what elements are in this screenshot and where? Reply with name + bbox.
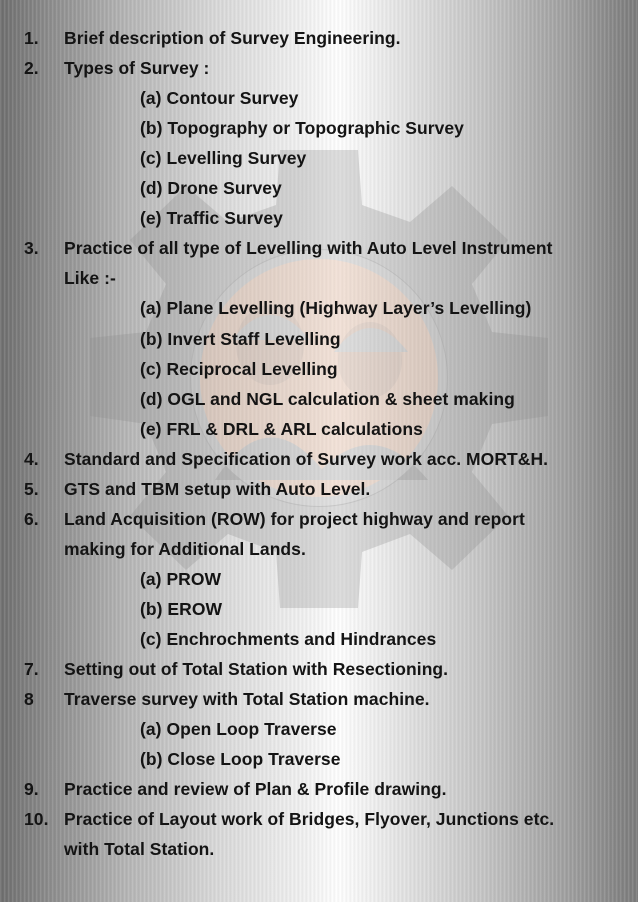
sub-list-item — [0, 148, 638, 178]
item-text: Standard and Specification of Survey work acc. MORT&H. — [64, 448, 549, 469]
item-text: Practice of Layout work of Bridges, Flyover, Junctions etc. — [64, 809, 555, 830]
list-item — [0, 58, 638, 88]
sub-list-item — [0, 569, 638, 599]
list-item — [0, 449, 638, 479]
item-text: Setting out of Total Station with Resectioning. — [64, 659, 449, 680]
item-text: GTS and TBM setup with Auto Level. — [64, 478, 371, 499]
sub-item-text: (a) PROW — [140, 568, 222, 589]
list-item — [0, 479, 638, 509]
sub-list-item — [0, 359, 638, 389]
sub-list-item — [0, 389, 638, 419]
sub-item-text: (d) OGL and NGL calculation & sheet making — [140, 388, 515, 409]
list-item-continuation — [0, 268, 638, 298]
item-number: 3. — [24, 238, 39, 259]
sub-list-item — [0, 719, 638, 749]
sub-item-text: (a) Plane Levelling (Highway Layer’s Levelling) — [140, 298, 532, 319]
item-number: 5. — [24, 478, 39, 499]
item-number: 4. — [24, 448, 39, 469]
item-number: 8 — [24, 689, 34, 710]
list-item-continuation — [0, 539, 638, 569]
item-text: Like :- — [64, 268, 116, 289]
item-number: 7. — [24, 659, 39, 680]
sub-item-text: (b) EROW — [140, 599, 223, 619]
sub-list-item — [0, 178, 638, 208]
sub-list-item — [0, 88, 638, 118]
list-item — [0, 689, 638, 719]
list-item — [0, 509, 638, 539]
sub-list-item — [0, 749, 638, 779]
list-item — [0, 28, 638, 58]
item-text: Traverse survey with Total Station machine. — [64, 689, 430, 710]
sub-item-text: (e) FRL & DRL & ARL calculations — [140, 418, 423, 439]
list-item-continuation — [0, 839, 638, 869]
item-number: 9. — [24, 779, 39, 800]
sub-list-item — [0, 298, 638, 328]
sub-list-item — [0, 629, 638, 659]
sub-item-text: (a) Open Loop Traverse — [140, 719, 337, 740]
item-text: Brief description of Survey Engineering. — [64, 28, 401, 48]
item-number: 2. — [24, 58, 39, 78]
item-text: with Total Station. — [64, 839, 215, 860]
sub-list-item — [0, 118, 638, 148]
sub-list-item — [0, 419, 638, 449]
list-item — [0, 659, 638, 689]
sub-list-item — [0, 599, 638, 629]
list-item — [0, 779, 638, 809]
sub-item-text: (c) Enchrochments and Hindrances — [140, 629, 437, 649]
list-item — [0, 238, 638, 268]
sub-item-text: (b) Topography or Topographic Survey — [140, 118, 464, 139]
item-text: Types of Survey : — [64, 58, 210, 78]
item-number: 1. — [24, 28, 39, 48]
item-number: 6. — [24, 508, 39, 529]
sub-item-text: (b) Close Loop Traverse — [140, 749, 341, 770]
sub-item-text: (e) Traffic Survey — [140, 208, 283, 229]
list-item — [0, 809, 638, 839]
sub-item-text: (c) Reciprocal Levelling — [140, 358, 338, 379]
item-text: making for Additional Lands. — [64, 538, 306, 559]
item-number: 10. — [24, 809, 49, 830]
sub-item-text: (a) Contour Survey — [140, 88, 299, 109]
item-text: Practice of all type of Levelling with Auto Level Instrument — [64, 238, 553, 259]
sub-item-text: (c) Levelling Survey — [140, 148, 307, 169]
sub-list-item — [0, 208, 638, 238]
sub-list-item — [0, 329, 638, 359]
item-text: Practice and review of Plan & Profile drawing. — [64, 779, 447, 800]
item-text: Land Acquisition (ROW) for project highway and report — [64, 508, 525, 529]
sub-item-text: (d) Drone Survey — [140, 178, 282, 199]
sub-item-text: (b) Invert Staff Levelling — [140, 328, 341, 349]
